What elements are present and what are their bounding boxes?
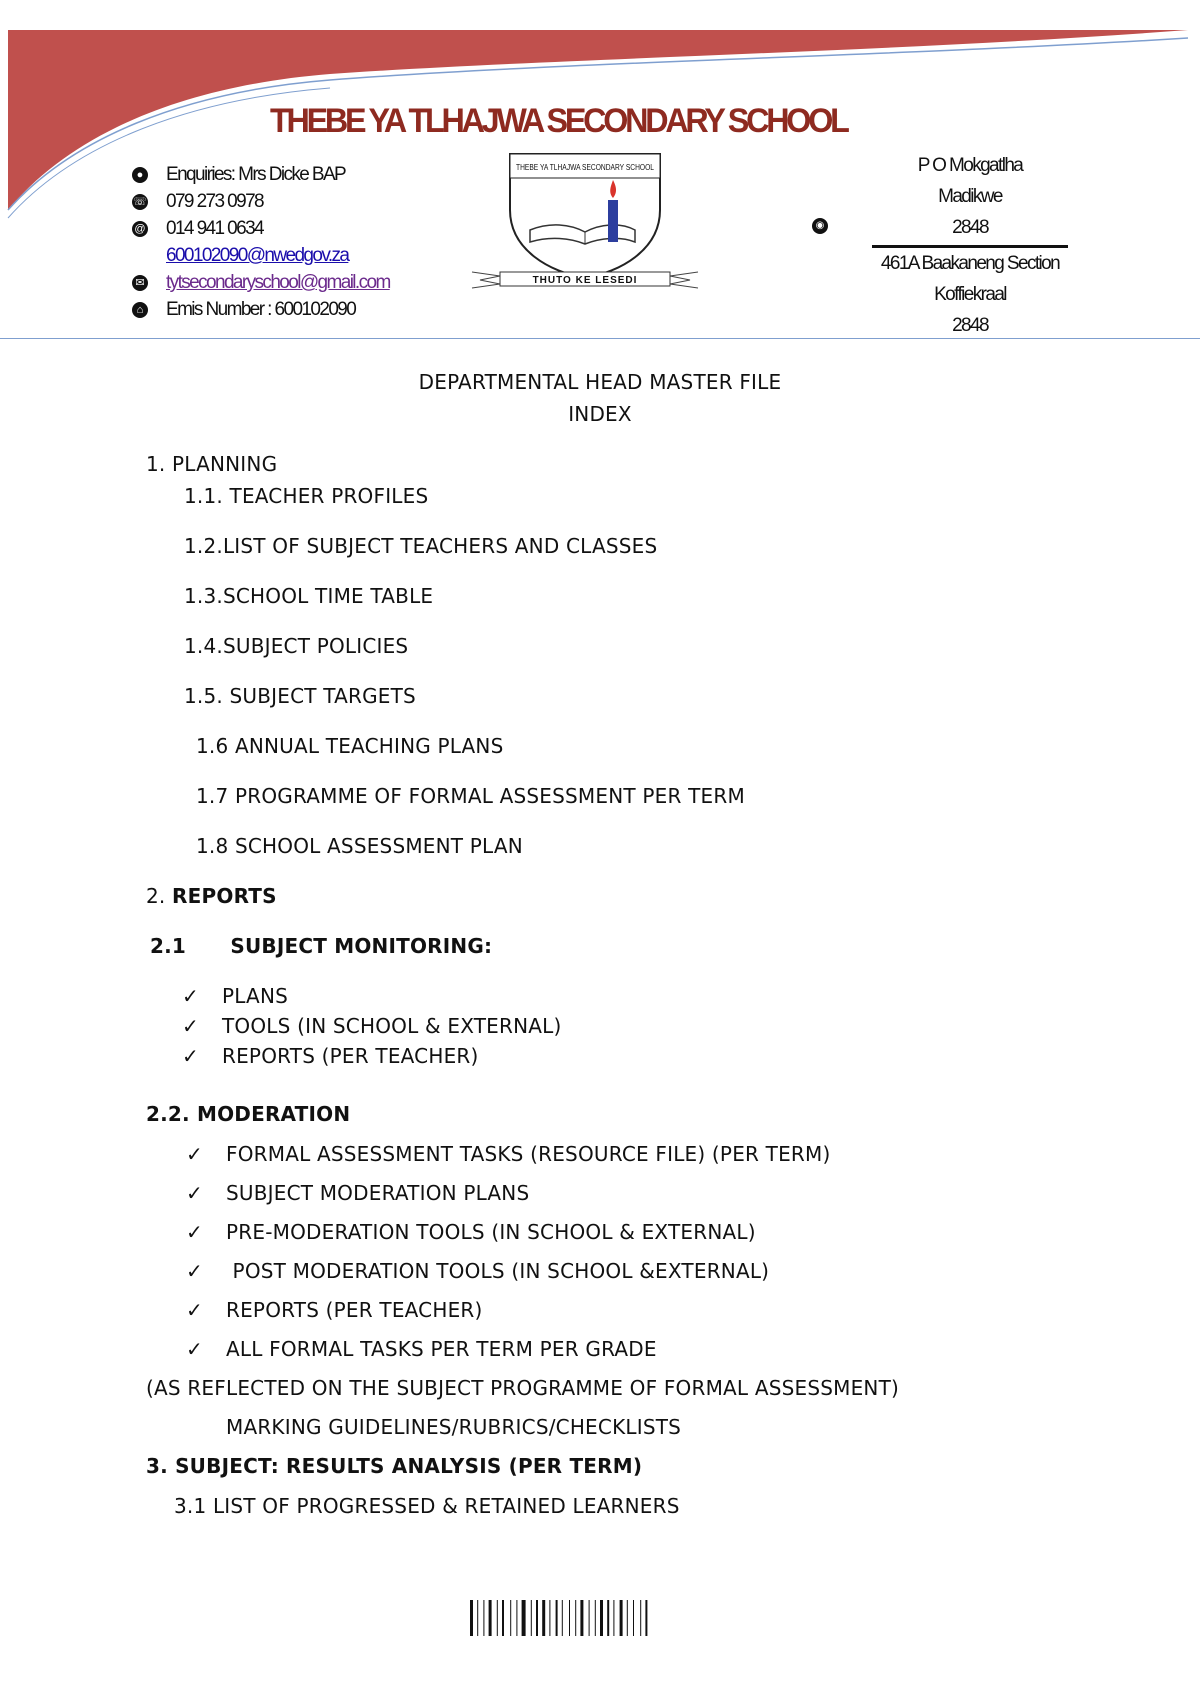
- document-title: DEPARTMENTAL HEAD MASTER FILE: [418, 370, 782, 394]
- checkmark-icon: ✓: [182, 984, 199, 1008]
- barcode-bar: [580, 1600, 583, 1636]
- section-2-number: 2.: [146, 884, 166, 908]
- barcode-bar: [645, 1600, 647, 1636]
- checkmark-icon: ✓: [182, 1014, 199, 1038]
- checklist-item: [186, 1337, 657, 1361]
- checklist-item-label: REPORTS (PER TEACHER): [226, 1298, 483, 1322]
- cell-number: 079 273 0978: [166, 191, 264, 212]
- barcode-bar: [640, 1600, 641, 1636]
- barcode-bar: [489, 1600, 492, 1636]
- contact-row: [132, 164, 390, 191]
- section-1-heading: 1. PLANNING: [146, 452, 278, 476]
- section-2-title: REPORTS: [172, 884, 277, 908]
- contact-block: [132, 164, 390, 326]
- barcode-bar: [516, 1600, 517, 1636]
- barcode-bar: [627, 1600, 628, 1636]
- barcode-bar: [562, 1600, 563, 1636]
- barcode-bar: [589, 1600, 590, 1636]
- barcode-bar: [549, 1600, 550, 1636]
- checklist-item: [186, 1298, 483, 1322]
- crest-motto: THUTO KE LESEDI: [532, 275, 638, 286]
- section-3-heading: 3. SUBJECT: RESULTS ANALYSIS (PER TERM): [146, 1454, 643, 1478]
- section-1-item: 1.3.SCHOOL TIME TABLE: [184, 584, 434, 608]
- checklist-item: [186, 1259, 769, 1283]
- header-divider: [0, 338, 1200, 339]
- physical-address-line: 461A Baakaneng Section: [880, 253, 1060, 274]
- barcode-bar: [536, 1600, 538, 1636]
- barcode-bar: [575, 1600, 576, 1636]
- barcode-bar: [542, 1600, 545, 1636]
- section-3-item: 3.1 LIST OF PROGRESSED & RETAINED LEARNERS: [174, 1494, 680, 1518]
- emis-number: Emis Number : 600102090: [166, 299, 356, 320]
- school-name: THEBE YA TLHAJWA SECONDARY SCHOOL: [270, 102, 847, 140]
- crest-banner-text: THEBE YA TLHAJWA SECONDARY SCHOOL: [516, 163, 655, 172]
- barcode-bar: [620, 1600, 623, 1636]
- barcode-bar: [477, 1600, 478, 1636]
- barcode-bar: [510, 1600, 511, 1636]
- barcode-bar: [502, 1600, 504, 1636]
- checklist-item: [182, 1044, 479, 1068]
- barcode-bar: [569, 1600, 570, 1636]
- barcode-bar: [556, 1600, 558, 1636]
- telephone-number: 014 941 0634: [166, 218, 264, 239]
- barcode-bar: [483, 1600, 484, 1636]
- home-icon: ⌂: [132, 302, 148, 318]
- checklist-item: [182, 1014, 561, 1038]
- barcode-bar: [595, 1600, 596, 1636]
- checklist-item-label: REPORTS (PER TEACHER): [222, 1044, 479, 1068]
- checklist-item-label: SUBJECT MODERATION PLANS: [226, 1181, 530, 1205]
- checkmark-icon: ✓: [186, 1298, 203, 1322]
- checklist-item-label: TOOLS (IN SCHOOL & EXTERNAL): [222, 1014, 562, 1038]
- checkmark-icon: ✓: [182, 1044, 199, 1068]
- enquiries-text: Enquiries: Mrs Dicke BAP: [166, 164, 346, 185]
- barcode-bar: [613, 1600, 614, 1636]
- section-1-item: 1.6 ANNUAL TEACHING PLANS: [196, 734, 504, 758]
- at-sign-icon: @: [132, 221, 148, 237]
- checklist-item-label: ALL FORMAL TASKS PER TERM PER GRADE: [226, 1337, 657, 1361]
- contact-row: [132, 245, 390, 272]
- checklist-item-label: POST MODERATION TOOLS (IN SCHOOL &EXTERNAL): [226, 1259, 770, 1283]
- email-link-school[interactable]: tytsecondaryschool@gmail.com: [166, 272, 390, 293]
- postal-address-line: Madikwe: [938, 186, 1002, 207]
- subsection-2-1-heading: [150, 934, 492, 958]
- subsection-2-1-number: 2.1: [150, 934, 187, 958]
- contact-row: [132, 218, 390, 245]
- checklist-item-label: PLANS: [222, 984, 288, 1008]
- section-1-item: 1.7 PROGRAMME OF FORMAL ASSESSMENT PER TERM: [196, 784, 745, 808]
- subsection-2-1-title: SUBJECT MONITORING:: [230, 934, 493, 958]
- section-1-item: 1.8 SCHOOL ASSESSMENT PLAN: [196, 834, 523, 858]
- moderation-note-2: MARKING GUIDELINES/RUBRICS/CHECKLISTS: [226, 1415, 682, 1439]
- email-icon: ✉: [132, 275, 148, 291]
- checkmark-icon: ✓: [186, 1142, 203, 1166]
- barcode-bar: [497, 1600, 498, 1636]
- location-pin-icon: ◉: [812, 218, 828, 234]
- school-crest: [470, 150, 700, 300]
- checkmark-icon: ✓: [186, 1337, 203, 1361]
- subsection-2-2-heading: 2.2. MODERATION: [146, 1102, 351, 1126]
- contact-row: [132, 299, 390, 326]
- checklist-item-label: FORMAL ASSESSMENT TASKS (RESOURCE FILE) (PER TERM): [226, 1142, 831, 1166]
- barcode-bar: [607, 1600, 609, 1636]
- section-1-item: 1.1. TEACHER PROFILES: [184, 484, 429, 508]
- checkmark-icon: ✓: [186, 1259, 203, 1283]
- document-subtitle: INDEX: [568, 402, 632, 426]
- checkmark-icon: ✓: [186, 1220, 203, 1244]
- mobile-phone-icon: ☏: [133, 196, 147, 208]
- checklist-item: [182, 984, 288, 1008]
- contact-row: [132, 191, 390, 218]
- section-2-heading: [146, 884, 277, 908]
- checklist-item: [186, 1142, 831, 1166]
- person-icon: ●: [132, 167, 148, 183]
- checklist-item: [186, 1220, 756, 1244]
- contact-row: [132, 272, 390, 299]
- checkmark-icon: ✓: [186, 1181, 203, 1205]
- moderation-note: (AS REFLECTED ON THE SUBJECT PROGRAMME OF FORMAL ASSESSMENT): [146, 1376, 899, 1400]
- section-1-item: 1.5. SUBJECT TARGETS: [184, 684, 416, 708]
- barcode-bar: [522, 1600, 526, 1636]
- section-1-item: 1.4.SUBJECT POLICIES: [184, 634, 409, 658]
- barcode-bar: [600, 1600, 603, 1636]
- barcode-bar: [470, 1600, 473, 1636]
- barcode-bar: [633, 1600, 634, 1636]
- barcode-bar: [531, 1600, 532, 1636]
- address-block: [860, 150, 1080, 341]
- section-1-item: 1.2.LIST OF SUBJECT TEACHERS AND CLASSES: [184, 534, 658, 558]
- email-link-department[interactable]: 600102090@nwedgov.za: [166, 245, 349, 266]
- checklist-item: [186, 1181, 529, 1205]
- postal-address-line: 2848: [952, 217, 988, 238]
- barcode: [470, 1600, 750, 1640]
- checklist-item-label: PRE-MODERATION TOOLS (IN SCHOOL & EXTERNAL): [226, 1220, 756, 1244]
- physical-address-line: 2848: [952, 315, 988, 336]
- postal-address-line: P O Mokgatlha: [917, 155, 1023, 176]
- physical-address-line: Koffiekraal: [934, 284, 1006, 305]
